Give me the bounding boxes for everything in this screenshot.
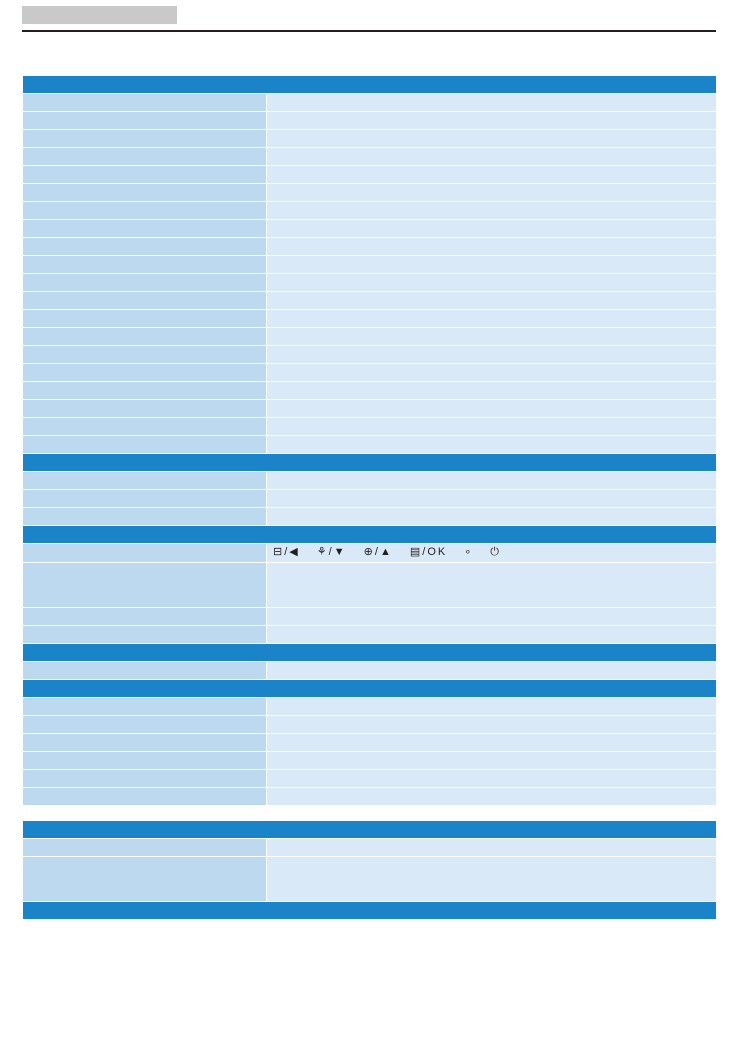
row-key <box>23 787 267 805</box>
row-value <box>267 769 717 787</box>
section-heading-label <box>23 76 717 94</box>
row-value <box>267 274 717 292</box>
row-value <box>267 346 717 364</box>
row-value <box>267 166 717 184</box>
row-value <box>267 733 717 751</box>
table-row <box>23 508 717 526</box>
row-key <box>23 94 267 112</box>
table-row <box>23 697 717 715</box>
row-key <box>23 490 267 508</box>
row-value <box>267 838 717 856</box>
row-key <box>23 364 267 382</box>
row-key <box>23 733 267 751</box>
section-heading-label <box>23 643 717 661</box>
table-row <box>23 769 717 787</box>
table-row <box>23 436 717 454</box>
section-heading-stand <box>23 643 717 661</box>
menu-ok-icon: ▤/OK <box>409 546 448 558</box>
row-key <box>23 544 267 563</box>
row-value <box>267 472 717 490</box>
row-key <box>23 310 267 328</box>
table-row <box>23 715 717 733</box>
row-key <box>23 256 267 274</box>
row-key <box>23 166 267 184</box>
table-row <box>23 220 717 238</box>
row-value <box>267 238 717 256</box>
row-key <box>23 607 267 625</box>
section-picture-display <box>22 75 717 806</box>
row-value <box>267 661 717 679</box>
page-header-tab <box>22 6 177 24</box>
row-key <box>23 751 267 769</box>
row-value <box>267 220 717 238</box>
table-row <box>23 202 717 220</box>
row-key <box>23 292 267 310</box>
section-heading-connectivity <box>23 454 717 472</box>
table-row-osd-buttons <box>23 544 717 563</box>
row-key <box>23 697 267 715</box>
row-key <box>23 130 267 148</box>
table-row <box>23 787 717 805</box>
table-row <box>23 490 717 508</box>
row-value <box>267 436 717 454</box>
row-value <box>267 130 717 148</box>
mode-left-arrow-icon: ⊟/◀ <box>273 546 300 558</box>
row-value <box>267 418 717 436</box>
power-icon: ⏻ <box>490 546 501 558</box>
row-value <box>267 607 717 625</box>
table-row <box>23 838 717 856</box>
row-value <box>267 787 717 805</box>
row-key <box>23 769 267 787</box>
table-row <box>23 166 717 184</box>
row-key <box>23 418 267 436</box>
table-row <box>23 625 717 643</box>
section-dimensions <box>22 820 717 920</box>
row-key <box>23 220 267 238</box>
section-heading-dimensions <box>23 820 717 838</box>
table-row <box>23 733 717 751</box>
section-heading-picture-display <box>23 76 717 94</box>
row-key <box>23 238 267 256</box>
row-value <box>267 715 717 733</box>
table-row <box>23 751 717 769</box>
table-row <box>23 184 717 202</box>
input-source-up-arrow-icon: ⊕/▲ <box>363 546 393 558</box>
section-heading-footer <box>23 901 717 919</box>
row-value <box>267 697 717 715</box>
table-gap <box>22 806 716 820</box>
section-heading-label <box>23 526 717 544</box>
table-row <box>23 346 717 364</box>
table-row <box>23 856 717 901</box>
table-row <box>23 382 717 400</box>
row-key <box>23 328 267 346</box>
table-row <box>23 328 717 346</box>
row-value <box>267 625 717 643</box>
row-key <box>23 562 267 607</box>
row-value <box>267 400 717 418</box>
row-value <box>267 751 717 769</box>
table-row <box>23 148 717 166</box>
table-row <box>23 274 717 292</box>
row-value-osd-icons <box>267 544 717 563</box>
row-value <box>267 94 717 112</box>
row-key <box>23 715 267 733</box>
row-key <box>23 856 267 901</box>
row-value <box>267 148 717 166</box>
row-value <box>267 112 717 130</box>
row-key <box>23 274 267 292</box>
table-row <box>23 94 717 112</box>
row-key <box>23 661 267 679</box>
row-key <box>23 508 267 526</box>
table-row <box>23 661 717 679</box>
row-value <box>267 292 717 310</box>
section-heading-power <box>23 679 717 697</box>
row-key <box>23 184 267 202</box>
table-row <box>23 364 717 382</box>
row-key <box>23 472 267 490</box>
smartimage-down-arrow-icon: ⚘/▼ <box>316 546 347 558</box>
section-heading-label <box>23 679 717 697</box>
table-row <box>23 310 717 328</box>
row-key <box>23 148 267 166</box>
table-row <box>23 562 717 607</box>
table-row <box>23 112 717 130</box>
row-key <box>23 625 267 643</box>
row-value <box>267 256 717 274</box>
section-heading-label <box>23 901 717 919</box>
table-row <box>23 238 717 256</box>
row-value <box>267 508 717 526</box>
specifications-content <box>22 75 716 920</box>
row-value <box>267 562 717 607</box>
row-value <box>267 184 717 202</box>
row-key <box>23 838 267 856</box>
row-value <box>267 856 717 901</box>
row-value <box>267 490 717 508</box>
section-heading-label <box>23 454 717 472</box>
table-row <box>23 418 717 436</box>
table-row <box>23 130 717 148</box>
row-key <box>23 436 267 454</box>
row-value <box>267 202 717 220</box>
row-value <box>267 382 717 400</box>
row-value <box>267 328 717 346</box>
table-row <box>23 472 717 490</box>
table-row <box>23 607 717 625</box>
table-row <box>23 256 717 274</box>
osd-button-icon-group <box>273 546 710 560</box>
section-heading-convenience <box>23 526 717 544</box>
row-key <box>23 382 267 400</box>
row-key <box>23 112 267 130</box>
row-key <box>23 202 267 220</box>
dot-separator-icon: ∘ <box>464 546 474 558</box>
table-row <box>23 400 717 418</box>
table-row <box>23 292 717 310</box>
row-value <box>267 310 717 328</box>
row-value <box>267 364 717 382</box>
section-heading-label <box>23 820 717 838</box>
header-rule <box>22 30 716 32</box>
row-key <box>23 346 267 364</box>
row-key <box>23 400 267 418</box>
